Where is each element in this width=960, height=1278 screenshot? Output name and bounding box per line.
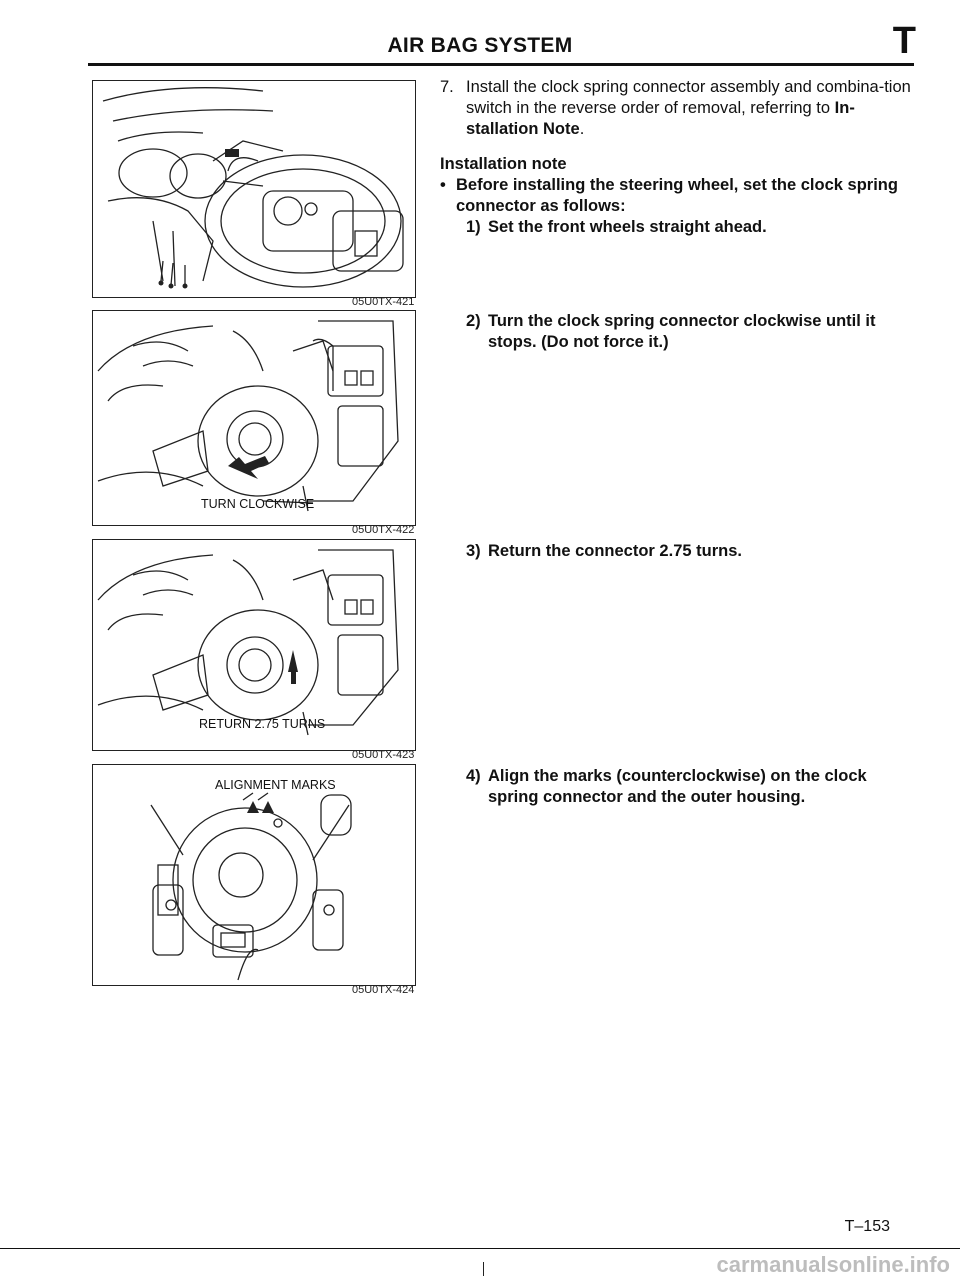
note-step-4: 4) Align the marks (counterclockwise) on the clock spring connector and the outer housing. [466, 767, 867, 806]
page-title: AIR BAG SYSTEM [387, 34, 573, 57]
clock-spring-turn-clockwise-illustration [93, 311, 415, 525]
section-letter: T [892, 20, 916, 62]
footer-tick [483, 1262, 484, 1276]
steering-column-illustration [93, 81, 415, 297]
note-step-1: 1) Set the front wheels straight ahead. [466, 218, 767, 236]
footer-rule [0, 1248, 960, 1249]
installation-note-reference: In-stallation Note [466, 99, 855, 138]
figure-code: 05U0TX-424 [352, 984, 415, 996]
step-7-text: Install the clock spring connector assembly and combina-tion switch in the reverse order of removal, referring to [466, 78, 911, 117]
figure-code: 05U0TX-423 [352, 749, 415, 761]
bullet-icon: • [440, 176, 446, 194]
page-number: T–153 [844, 1218, 890, 1235]
header-rule [88, 63, 914, 66]
figure-steering-wheel-removal [92, 80, 416, 298]
step-number: 7. [440, 78, 454, 96]
clock-spring-alignment-illustration [93, 765, 415, 985]
figure-label-return-turns: RETURN 2.75 TURNS [199, 717, 326, 731]
figure-turn-clockwise [92, 310, 416, 526]
figure-return-turns [92, 539, 416, 751]
installation-note-bullet: • Before installing the steering wheel, set the clock spring connector as follows: [440, 176, 898, 215]
watermark: carmanualsonline.info [716, 1252, 950, 1277]
note-step-3: 3) Return the connector 2.75 turns. [466, 542, 742, 560]
installation-note-heading: Installation note [440, 155, 567, 173]
note-step-2: 2) Turn the clock spring connector clockwise until it stops. (Do not force it.) [466, 312, 876, 351]
figure-label-turn-clockwise: TURN CLOCKWISE [201, 497, 315, 511]
step-7: 7. Install the clock spring connector assembly and combina-tion switch in the reverse order of removal, referring to In-stallation Note. [440, 78, 911, 138]
figure-code: 05U0TX-421 [352, 296, 415, 308]
clock-spring-return-illustration [93, 540, 415, 750]
figure-alignment-marks [92, 764, 416, 986]
figure-code: 05U0TX-422 [352, 524, 415, 536]
figure-label-alignment-marks: ALIGNMENT MARKS [215, 778, 336, 792]
